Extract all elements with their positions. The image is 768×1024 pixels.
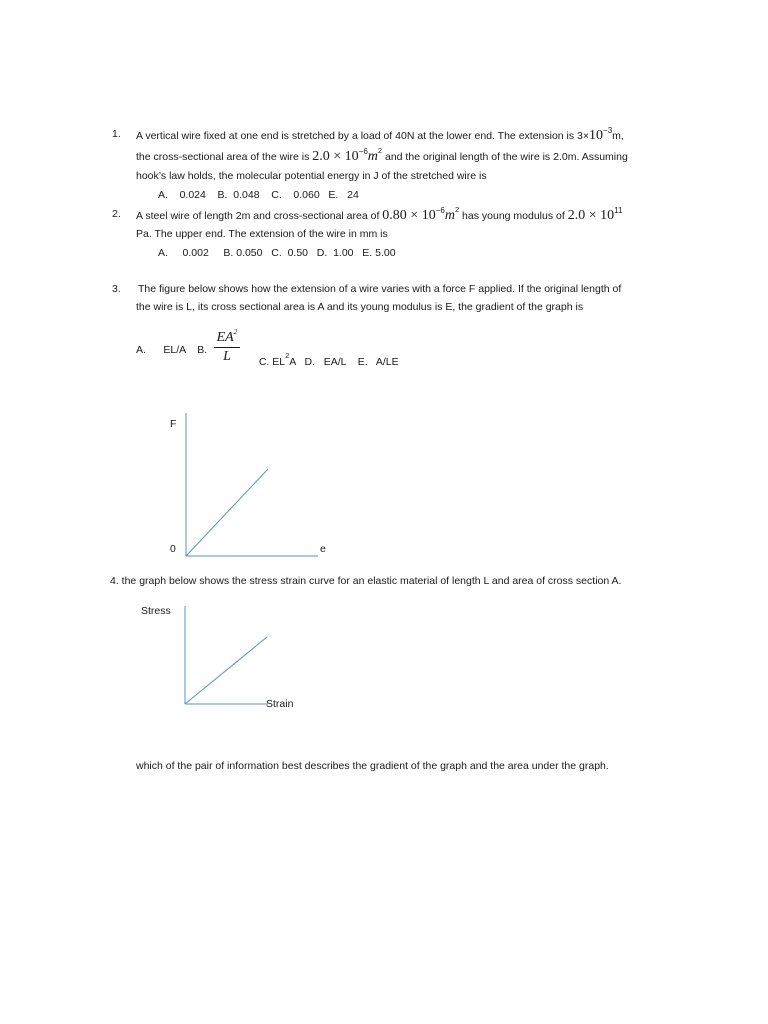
q3-options-rest: C. $EL^2A$ D. EA/L E. A/LE (258, 351, 399, 368)
graph1-origin-label: 0 (170, 543, 176, 555)
q3-option-b-fraction: $EA^2$ L (214, 330, 240, 365)
q2-options: A. 0.002 B. 0.050 C. 0.50 D. 1.00 E. 5.00 (158, 247, 396, 259)
q4-line1: 4. the graph below shows the stress strain curve for an elastic material of length L and area of cross section A. (110, 575, 622, 587)
q1-line3: hook’s law holds, the molecular potential energy in J of the stretched wire is (136, 170, 487, 182)
graph1-x-label: e (320, 543, 326, 555)
q1-number: 1. (112, 128, 121, 140)
graph2-line (185, 637, 267, 704)
q2-number: 2. (112, 208, 121, 220)
q3-line2: the wire is L, its cross sectional area is A and its young modulus is E, the gradient of the graph is (136, 301, 584, 313)
q1-line2: the cross-sectional area of the wire is $2.0 \times 10^{-6}m^2$ and the original length of the wire is 2.0m. Assuming (136, 146, 628, 164)
q2-line1: A steel wire of length 2m and cross-sectional area of $0.80 \times 10^{-6}m^2$ has young modulus of $2.0 \times 10^{11}$ (136, 205, 623, 223)
graph2-y-label: Stress (141, 605, 171, 617)
q1-options: A. 0.024 B. 0.048 C. 0.060 E. 24 (158, 189, 359, 201)
graph2-x-label: Strain (266, 698, 294, 710)
q4-line2: which of the pair of information best describes the gradient of the graph and the area under the graph. (136, 760, 609, 772)
q2-line2: Pa. The upper end. The extension of the wire in mm is (136, 228, 388, 240)
q1-line1: A vertical wire fixed at one end is stretched by a load of 40N at the lower end. The extension is $3\times 10^{-3}m$, (136, 126, 624, 143)
q3-number: 3. (112, 283, 121, 295)
q3-option-a: A. EL/A B. (136, 344, 208, 356)
graph1-y-label: F (170, 418, 177, 430)
q3-line1: The figure below shows how the extension of a wire varies with a force F applied. If the original length of (138, 283, 622, 295)
